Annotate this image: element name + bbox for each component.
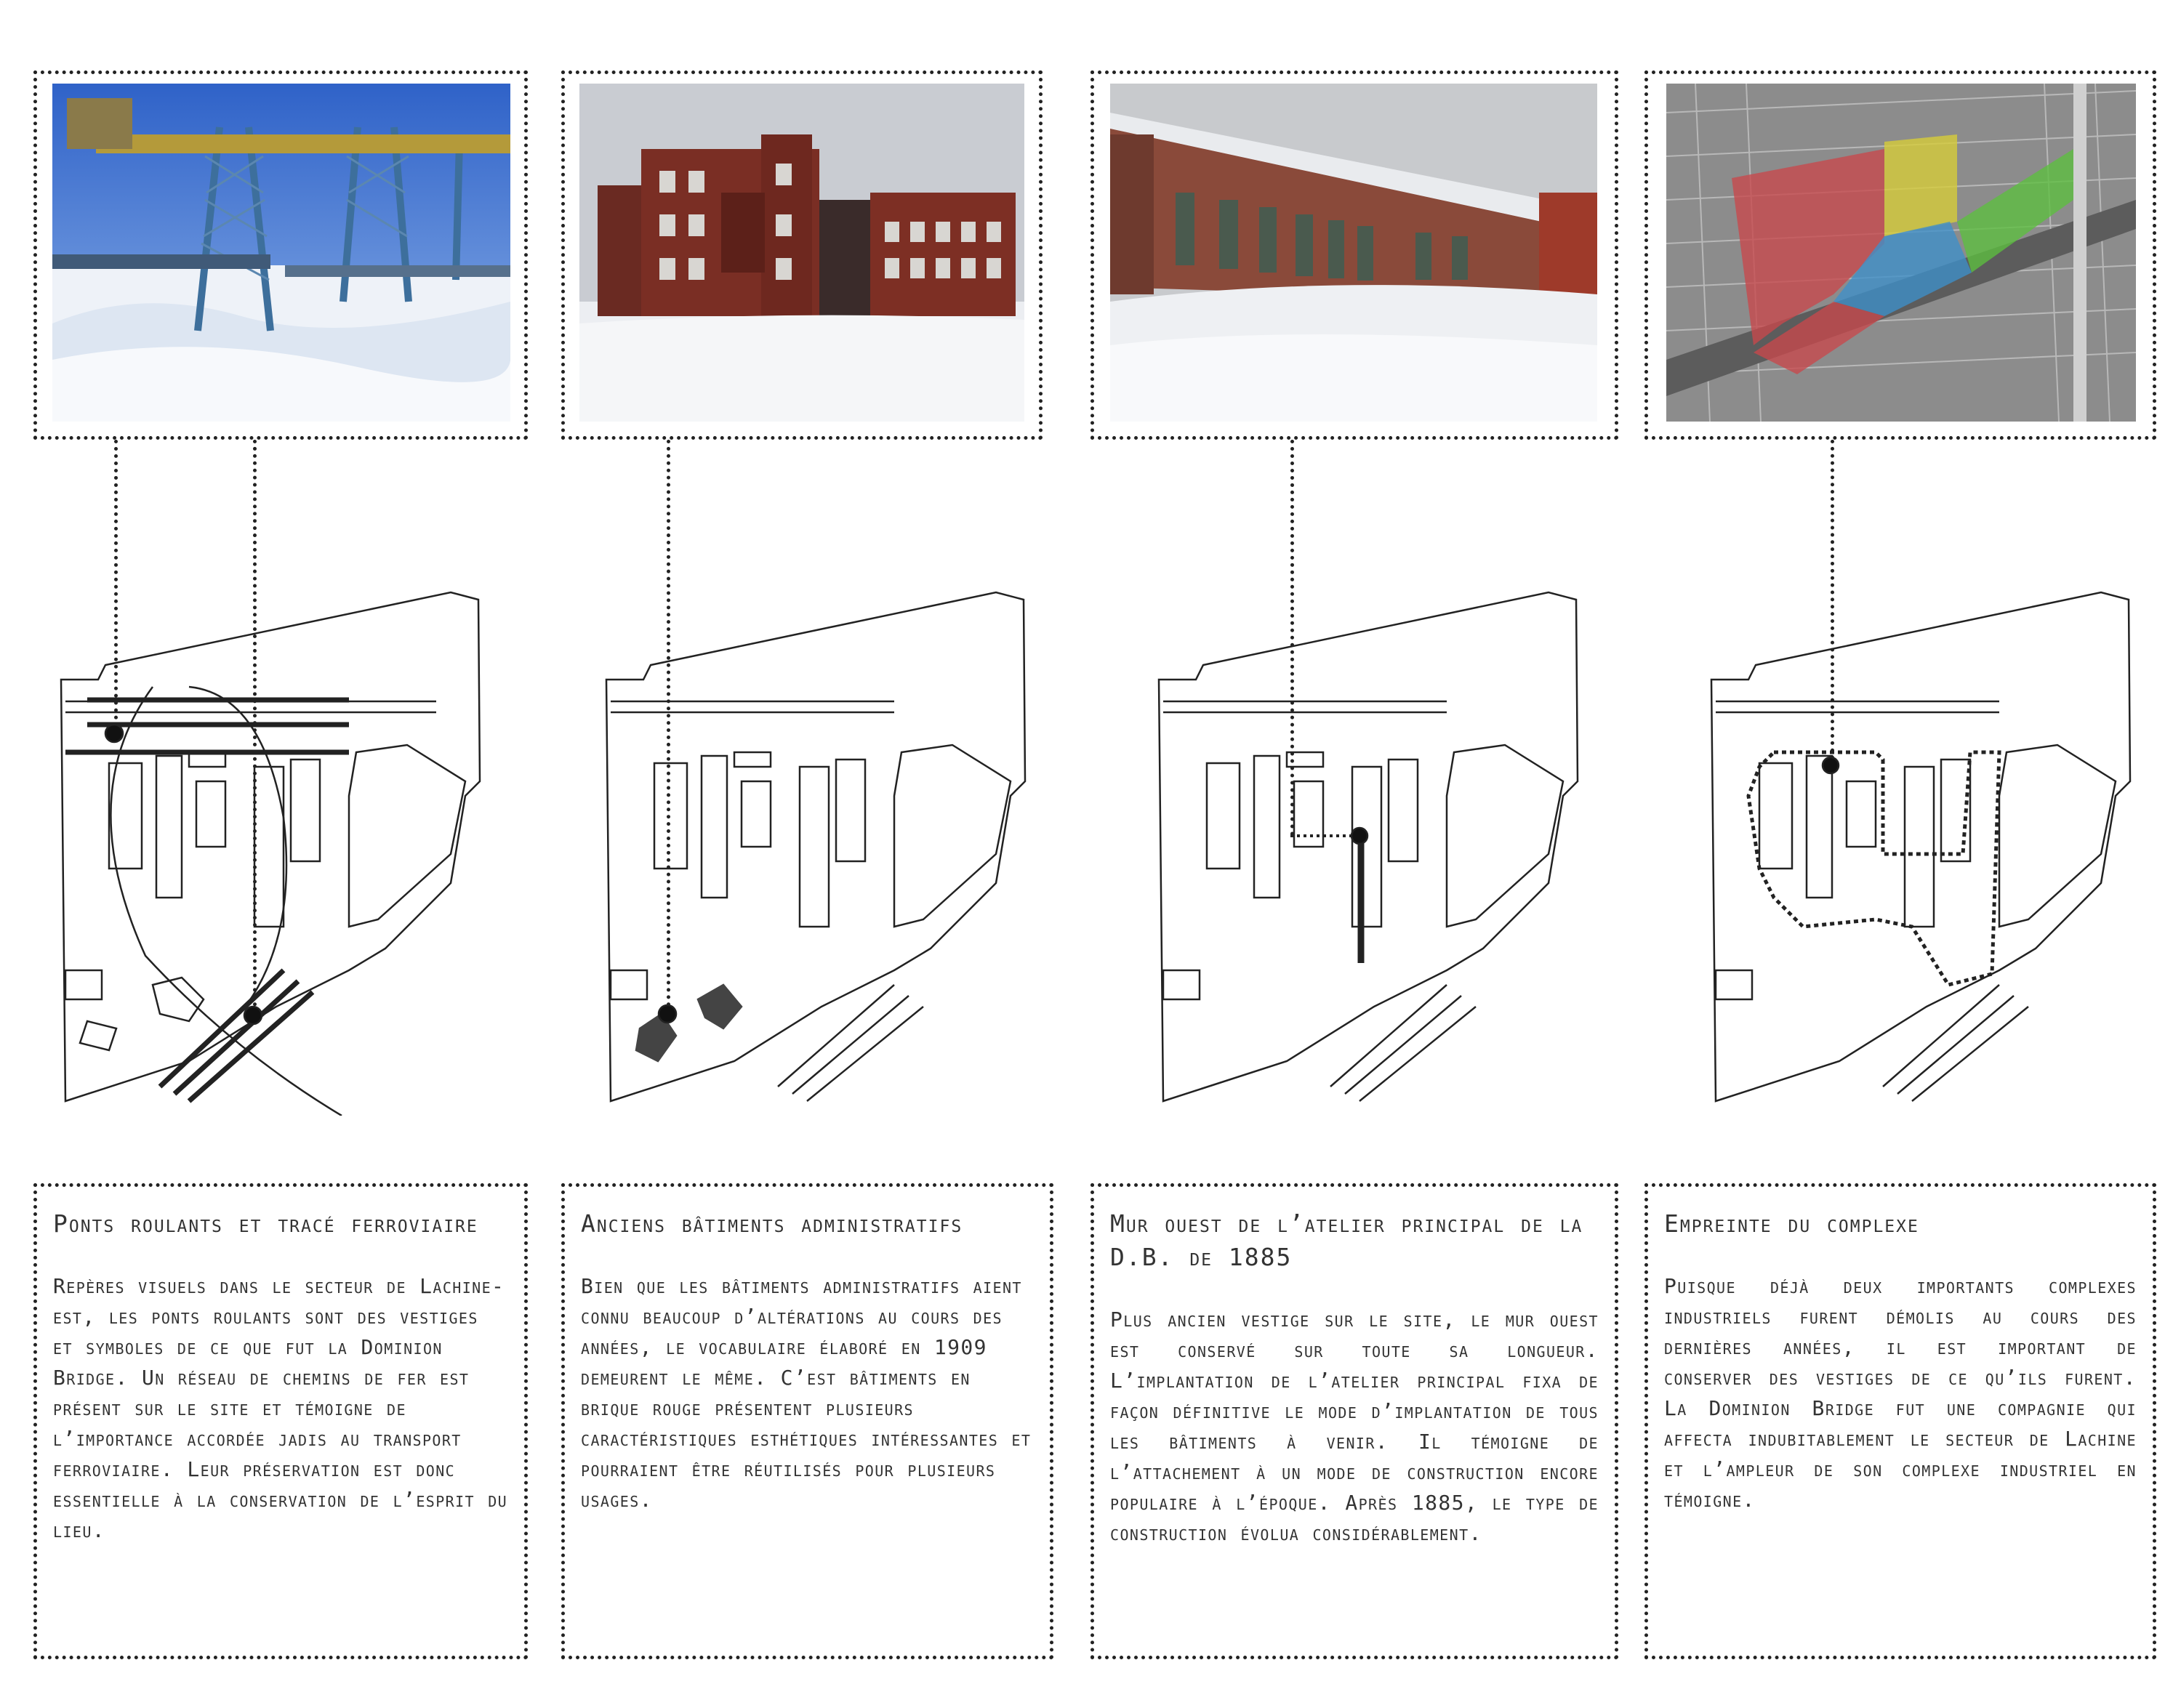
box-body-rail: Repères visuels dans le secteur de Lachine-est, les ponts roulants sont des vestiges et symboles de ce que fut la Dominion Bridge. Un réseau de chemins de fer est présent sur le site et témoigne de l’importance accordée jadis au transport ferroviaire. Leur préservation est donc essentielle à la conservation de l’esprit du lieu. — [53, 1274, 508, 1542]
photo-aerial-zones — [1666, 84, 2136, 422]
box-title-west-wall: Mur ouest de l’atelier principal de la D.B. de 1885 — [1110, 1209, 1583, 1271]
text-box-rail — [33, 1183, 528, 1659]
text-box-footprint — [1644, 1183, 2156, 1659]
site-plan-footprint — [1694, 578, 2145, 1116]
photo-admin-buildings — [579, 84, 1024, 422]
text-box-admin — [561, 1183, 1053, 1659]
box-body-west-wall: Plus ancien vestige sur le site, le mur ouest est conservé sur toute sa longueur. L’implantation de l’atelier principal fixa de façon définitive le mode d’implantation de tous les bâtiments à venir. Il témoigne de l’attachement à un mode de construction encore populaire à l’époque. Après 1885, le type de construction évolua considérablement. — [1110, 1308, 1599, 1545]
box-title-footprint: Empreinte du complexe — [1664, 1209, 1919, 1238]
text-box-west-wall — [1090, 1183, 1618, 1659]
box-title-admin: Anciens bâtiments administratifs — [581, 1209, 963, 1238]
box-body-admin: Bien que les bâtiments administratifs aient connu beaucoup d’altérations au cours des années, le vocabulaire élaboré en 1909 demeurent le même. C’est bâtiments en brique rouge présentent plusieurs caractéristiques esthétiques intéressantes et pourraient être réutilisés pour plusieurs usages. — [581, 1274, 1032, 1512]
box-title-rail: Ponts roulants et tracé ferroviaire — [53, 1209, 478, 1238]
box-body-footprint: Puisque déjà deux importants complexes industriels furent démolis au cours des dernières années, il est important de conserver des vestiges de ce qu’ils furent. La Dominion Bridge fut une compagnie qui affecta indubitablement le secteur de Lachine et l’ampleur de son complexe industriel en témoigne. — [1664, 1274, 2137, 1512]
photo-gantry-cranes — [52, 84, 510, 422]
site-plan-rail — [44, 578, 494, 1116]
photo-west-wall-1885 — [1110, 84, 1597, 422]
site-plan-west-wall — [1141, 578, 1592, 1116]
site-plan-admin — [589, 578, 1040, 1116]
